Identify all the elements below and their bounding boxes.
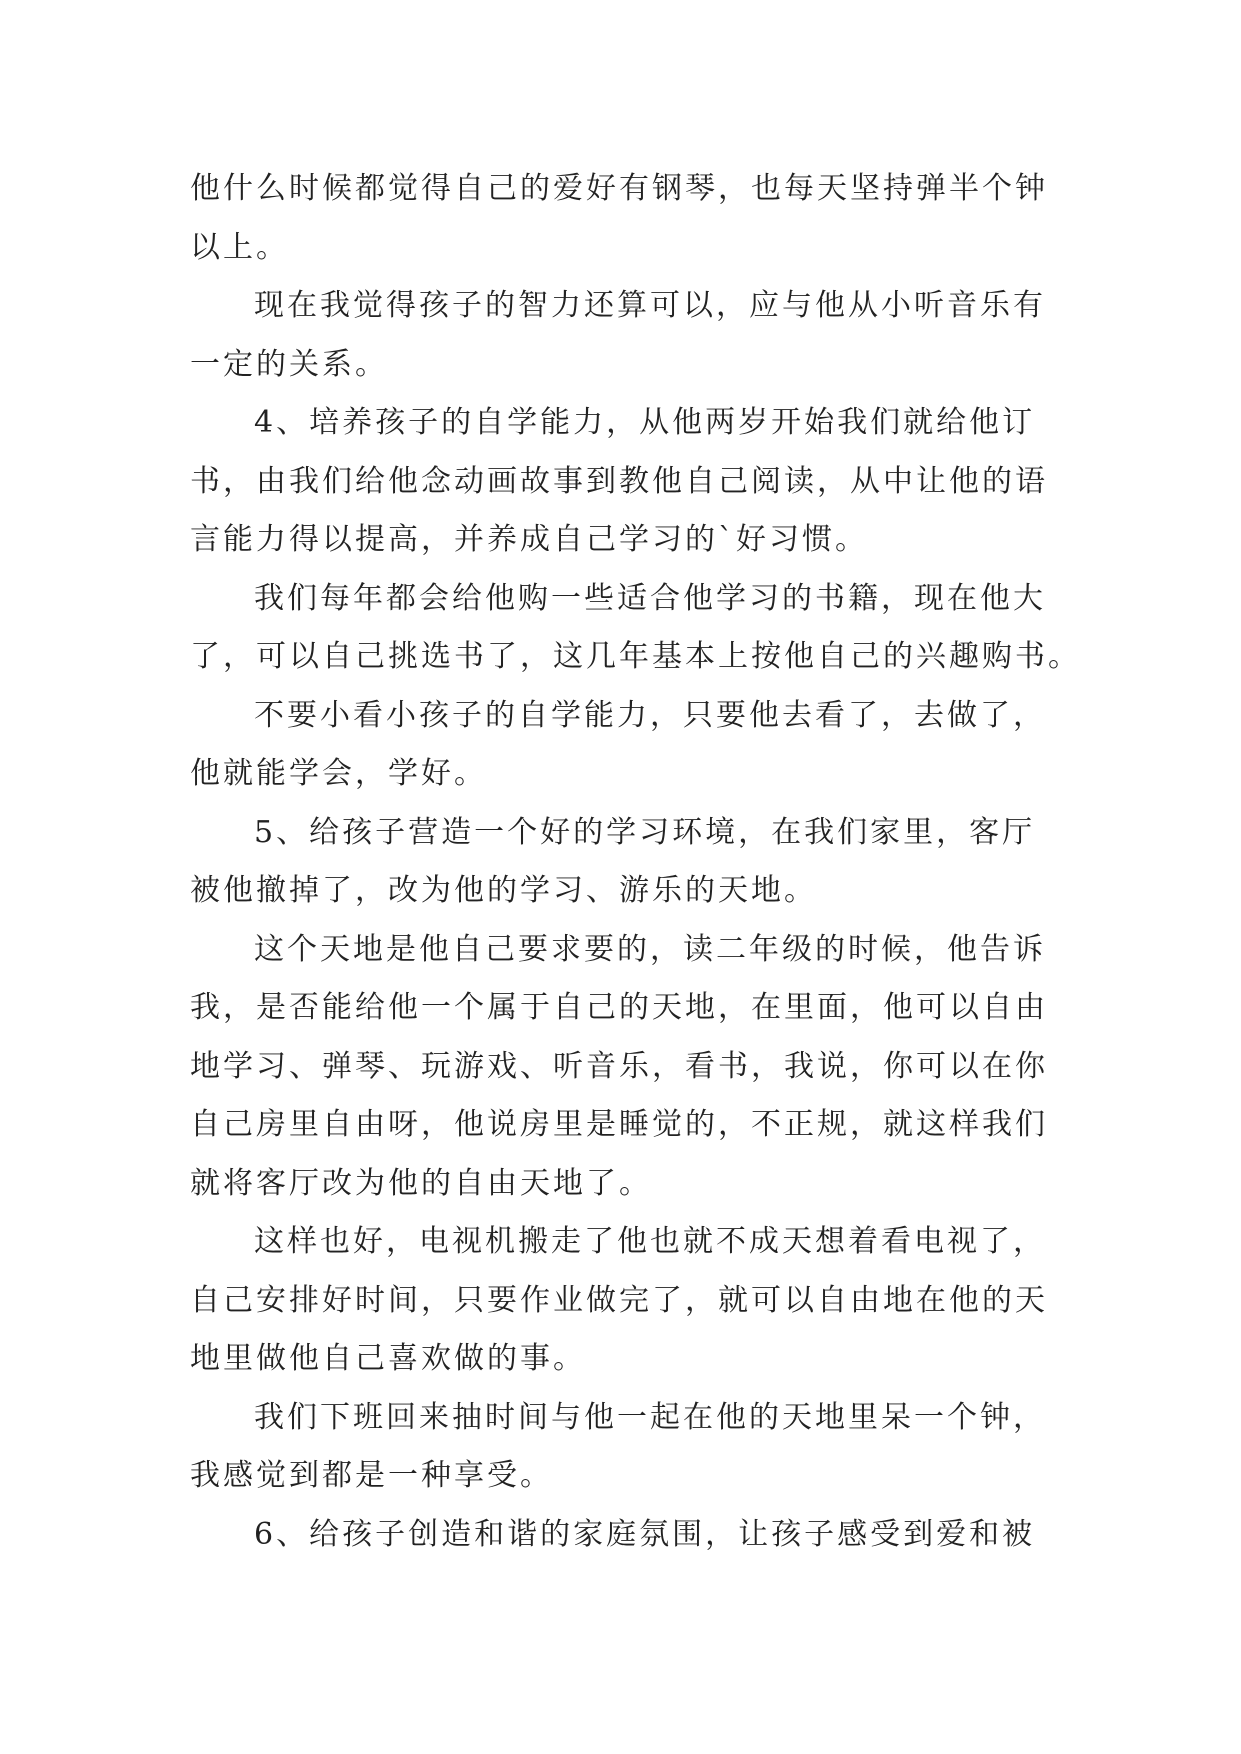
text-line: 我感觉到都是一种享受。 xyxy=(190,1458,553,1493)
document-body xyxy=(190,160,1081,1564)
text-line: 不要小看小孩子的自学能力，只要他去看了，去做了， xyxy=(254,697,1046,733)
text-line: 5、给孩子营造一个好的学习环境，在我们家里，客厅 xyxy=(254,814,1036,850)
text-line: 地里做他自己喜欢做的事。 xyxy=(190,1341,586,1376)
text-line: 以上。 xyxy=(190,229,289,265)
text-line: 一定的关系。 xyxy=(190,346,388,382)
text-line: 我们下班回来抽时间与他一起在他的天地里呆一个钟， xyxy=(254,1399,1046,1435)
text-line: 自己安排好时间，只要作业做完了，就可以自由地在他的天 xyxy=(190,1282,1048,1318)
paragraph-8 xyxy=(190,1213,1050,1389)
text-line: 了，可以自己挑选书了，这几年基本上按他自己的兴趣购书。 xyxy=(190,639,1081,674)
text-line: 这个天地是他自己要求要的，读二年级的时候，他告诉 xyxy=(254,931,1046,967)
paragraph-3 xyxy=(190,394,1050,570)
text-line: 书，由我们给他念动画故事到教他自己阅读，从中让他的语 xyxy=(190,463,1048,499)
text-line: 他就能学会，学好。 xyxy=(190,756,487,791)
text-line: 现在我觉得孩子的智力还算可以，应与他从小听音乐有 xyxy=(254,288,1046,323)
text-line: 自己房里自由呀，他说房里是睡觉的，不正规，就这样我们 xyxy=(190,1107,1048,1142)
paragraph-4 xyxy=(190,570,1081,687)
text-line: 6、给孩子创造和谐的家庭氛围，让孩子感受到爱和被 xyxy=(254,1516,1036,1552)
text-line: 我，是否能给他一个属于自己的天地，在里面，他可以自由 xyxy=(190,990,1048,1025)
paragraph-9 xyxy=(190,1389,1050,1506)
text-line: 我们每年都会给他购一些适合他学习的书籍，现在他大 xyxy=(254,580,1046,616)
paragraph-5 xyxy=(190,687,1050,804)
text-line: 言能力得以提高，并养成自己学习的`好习惯。 xyxy=(190,522,868,557)
text-line: 地学习、弹琴、玩游戏、听音乐，看书，我说，你可以在你 xyxy=(190,1048,1048,1084)
text-line: 被他撤掉了，改为他的学习、游乐的天地。 xyxy=(190,873,817,908)
paragraph-6 xyxy=(190,804,1050,921)
paragraph-1 xyxy=(190,160,1050,277)
text-line: 这样也好，电视机搬走了他也就不成天想着看电视了， xyxy=(254,1224,1046,1259)
text-line: 他什么时候都觉得自己的爱好有钢琴，也每天坚持弹半个钟 xyxy=(190,171,1048,206)
text-line: 就将客厅改为他的自由天地了。 xyxy=(190,1165,652,1201)
paragraph-10 xyxy=(190,1506,1050,1565)
text-line: 4、培养孩子的自学能力，从他两岁开始我们就给他订 xyxy=(254,405,1036,440)
paragraph-2 xyxy=(190,277,1050,394)
paragraph-7 xyxy=(190,921,1050,1214)
